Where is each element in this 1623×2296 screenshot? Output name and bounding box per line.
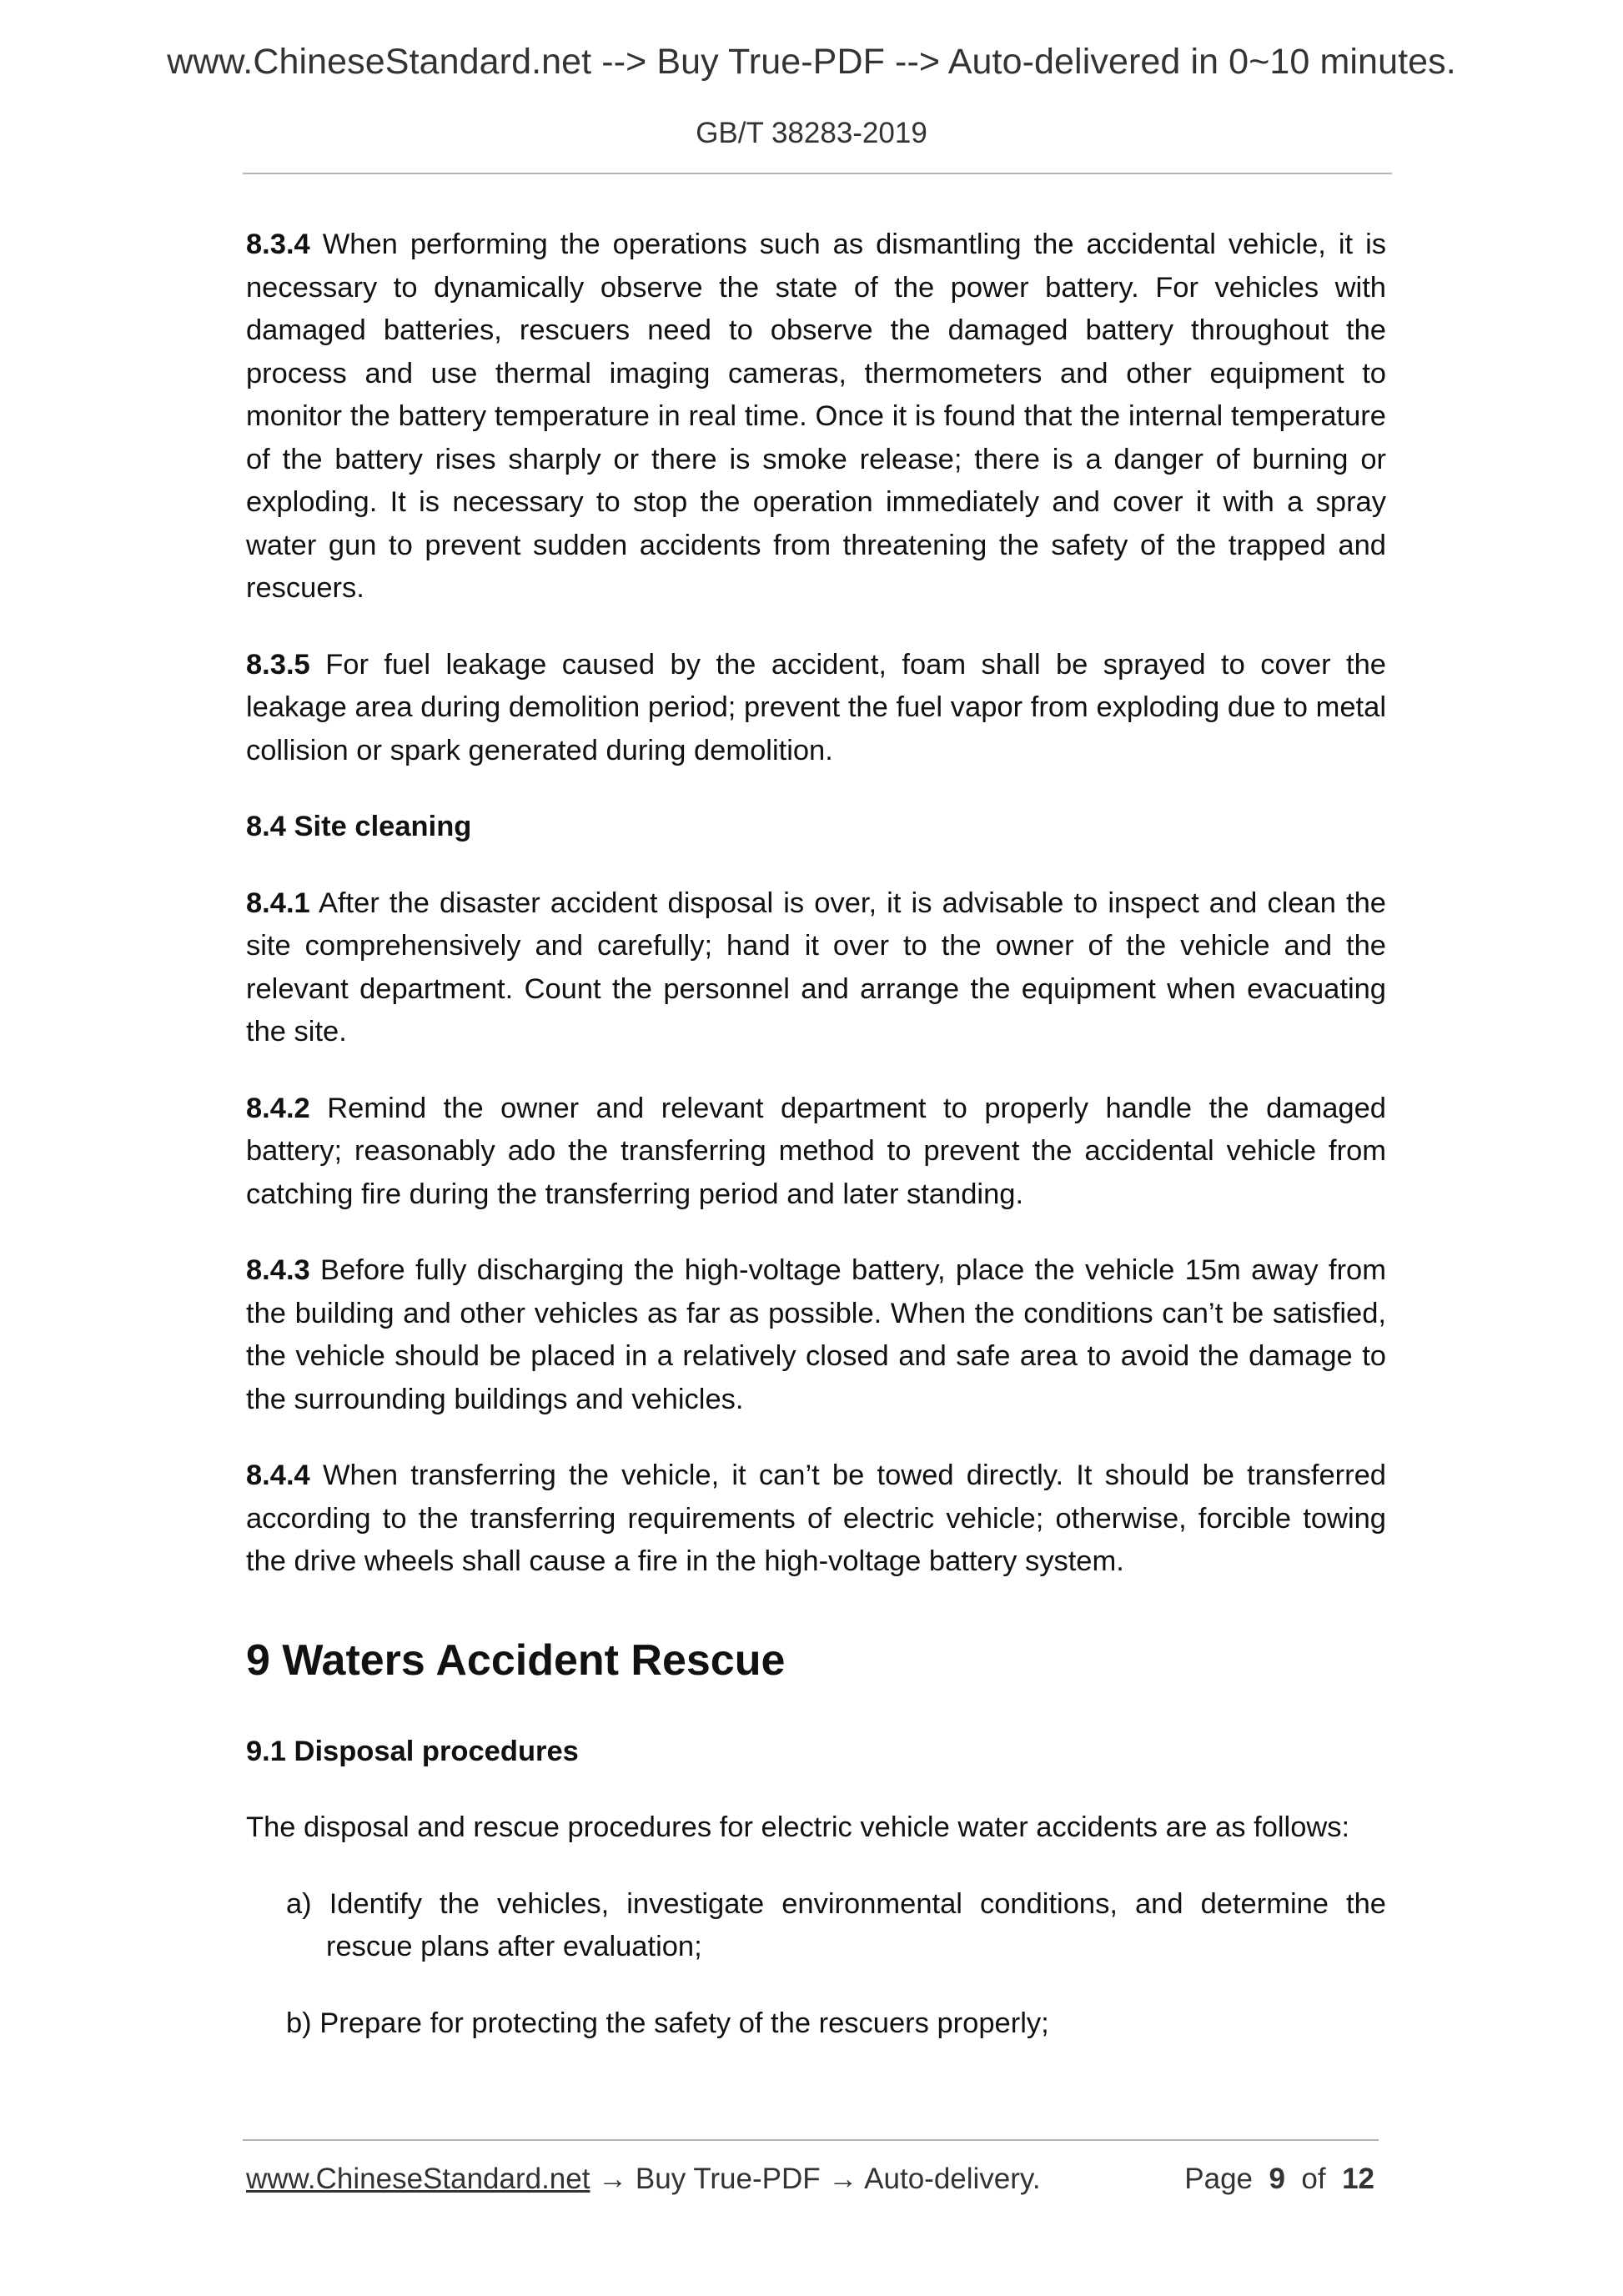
header-divider [243, 173, 1392, 174]
footer-tagline: → Buy True-PDF → Auto-delivery. [590, 2163, 1041, 2195]
clause-8-4-3 [246, 1249, 1386, 1421]
clause-text: When performing the operations such as dismantling the accidental vehicle, it is necessary to dynamically observe the state of the power battery. For vehicles with damaged batteries, rescuers need to observe the damaged battery throughout the process and use thermal imaging cameras, thermometers and other equipment to monitor the battery temperature in real time. Once it is found that the internal temperature of the battery rises sharply or there is smoke release; there is a danger of burning or exploding. It is necessary to stop the operation immediately and cover it with a spray water gun to prevent sudden accidents from threatening the safety of the trapped and rescuers. [246, 229, 1386, 604]
chapter-heading-9: 9 Waters Accident Rescue [246, 1635, 786, 1685]
clause-text: Before fully discharging the high-voltage battery, place the vehicle 15m away from the building and other vehicles as far as possible. When the conditions can’t be satisfied, the vehicle should be placed in a relatively closed and safe area to avoid the damage to the surrounding buildings and vehicles. [246, 1254, 1386, 1415]
clause-number: 8.4.4 [246, 1459, 310, 1491]
clause-number: 8.4.3 [246, 1254, 310, 1286]
section-heading-9-1: 9.1 Disposal procedures [246, 1735, 579, 1767]
clause-text: After the disaster accident disposal is over, it is advisable to inspect and clean the site comprehensively and carefully; hand it over to the owner of the vehicle and the relevant department. Count the personnel and arrange the equipment when evacuating the site. [246, 887, 1386, 1048]
clause-text: When transferring the vehicle, it can’t be towed directly. It should be transferred according to the transferring requirements of electric vehicle; otherwise, forcible towing the drive wheels shall cause a fire in the high-voltage battery system. [246, 1459, 1386, 1577]
list-item: a) Identify the vehicles, investigate environmental conditions, and determine the rescue plans after evaluation; [286, 1887, 1386, 1962]
clause-number: 8.3.4 [246, 229, 310, 260]
clause-8-4-1 [246, 882, 1386, 1054]
clause-8-3-4 [246, 224, 1386, 610]
clause-8-3-5 [246, 644, 1386, 773]
page-indicator [1184, 2163, 1374, 2196]
clause-number: 8.4.2 [246, 1092, 310, 1124]
clause-8-4-2 [246, 1088, 1386, 1217]
page-total: 12 [1342, 2163, 1374, 2195]
site-link[interactable]: www.ChineseStandard.net [246, 2163, 590, 2195]
footer-links [246, 2163, 1041, 2196]
clause-8-4-4 [246, 1454, 1386, 1584]
clause-number: 8.4.1 [246, 887, 310, 919]
intro-paragraph: The disposal and rescue procedures for electric vehicle water accidents are as follows: [246, 1811, 1350, 1843]
clause-text: Remind the owner and relevant department to properly handle the damaged battery; reasonably ado the transferring method to prevent the accidental vehicle from catching fire during the transferring period and later standing. [246, 1092, 1386, 1210]
page-number: 9 [1269, 2163, 1285, 2195]
section-heading-8-4: 8.4 Site cleaning [246, 811, 472, 842]
site-banner: www.ChineseStandard.net --> Buy True-PDF --> Auto-delivered in 0~10 minutes. [167, 42, 1456, 82]
standard-code: GB/T 38283-2019 [696, 117, 927, 149]
document-body [246, 224, 1386, 2078]
of-word: of [1301, 2163, 1326, 2195]
footer-divider [243, 2139, 1379, 2141]
list-item: b) Prepare for protecting the safety of the rescuers properly; [286, 2007, 1049, 2039]
clause-number: 8.3.5 [246, 648, 310, 681]
page-word: Page [1184, 2163, 1254, 2195]
clause-text: For fuel leakage caused by the accident, foam shall be sprayed to cover the leakage area during demolition period; prevent the fuel vapor from exploding due to metal collision or spark generated during demolition. [246, 648, 1386, 766]
